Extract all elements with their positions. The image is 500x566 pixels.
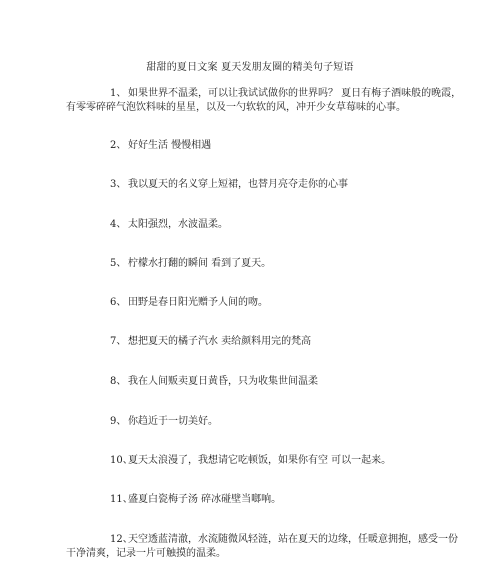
item-number: 2、 xyxy=(110,140,127,151)
item-text: 想把夏天的橘子汽水 卖给颜料用完的梵高 xyxy=(128,336,312,347)
item-text: 如果世界不温柔，可以让我试试做你的世界吗？ 夏日有梅子酒味般的晚霞， xyxy=(128,88,462,99)
list-item xyxy=(66,533,458,561)
list-item xyxy=(66,87,462,115)
item-number: 5、 xyxy=(110,258,127,269)
item-text: 天空透蓝清澈，水流随微风轻涟，站在夏天的边缘，任暖意拥抱，感受一份 xyxy=(128,534,458,545)
item-number: 1、 xyxy=(110,88,127,99)
item-text-continued: 有零零碎碎气泡饮料味的星星，以及一勺软软的风，冲开少女草莓味的心事。 xyxy=(66,102,406,113)
item-text: 田野是春日阳光赠予人间的吻。 xyxy=(128,297,268,308)
item-number: 8、 xyxy=(110,376,127,387)
item-text-continued: 干净清爽，记录一片可触摸的温柔。 xyxy=(66,548,226,559)
item-number: 9、 xyxy=(110,416,127,427)
list-item xyxy=(88,375,318,389)
list-item xyxy=(88,454,391,468)
document-title: 甜甜的夏日文案 夏天发朋友圈的精美句子短语 xyxy=(146,62,354,73)
item-number: 3、 xyxy=(110,179,127,190)
list-item xyxy=(88,257,271,271)
item-text: 好好生活 慢慢相遇 xyxy=(128,140,212,151)
list-item xyxy=(88,493,281,507)
item-text: 柠檬水打翻的瞬间 看到了夏天。 xyxy=(128,258,272,269)
item-text: 我在人间贩卖夏日黄昏，只为收集世间温柔 xyxy=(128,376,318,387)
list-item xyxy=(88,178,348,192)
list-item xyxy=(88,139,211,153)
item-number: 10、 xyxy=(110,455,133,466)
item-text: 我以夏天的名义穿上短裙，也替月亮夺走你的心事 xyxy=(128,179,348,190)
list-item xyxy=(88,415,218,429)
item-number: 11、 xyxy=(110,494,133,505)
item-text: 夏天太浪漫了，我想请它吃顿饭，如果你有空 可以一起来。 xyxy=(128,455,392,466)
item-text: 太阳强烈，水波温柔。 xyxy=(128,219,228,230)
item-text: 盛夏白瓷梅子汤 碎冰碰壁当啷响。 xyxy=(128,494,282,505)
item-text: 你趋近于一切美好。 xyxy=(128,416,218,427)
list-item xyxy=(88,296,268,310)
item-number: 12、 xyxy=(110,534,133,545)
list-item xyxy=(88,218,228,232)
item-number: 6、 xyxy=(110,297,127,308)
item-number: 7、 xyxy=(110,336,127,347)
list-item xyxy=(88,335,311,349)
item-number: 4、 xyxy=(110,219,127,230)
